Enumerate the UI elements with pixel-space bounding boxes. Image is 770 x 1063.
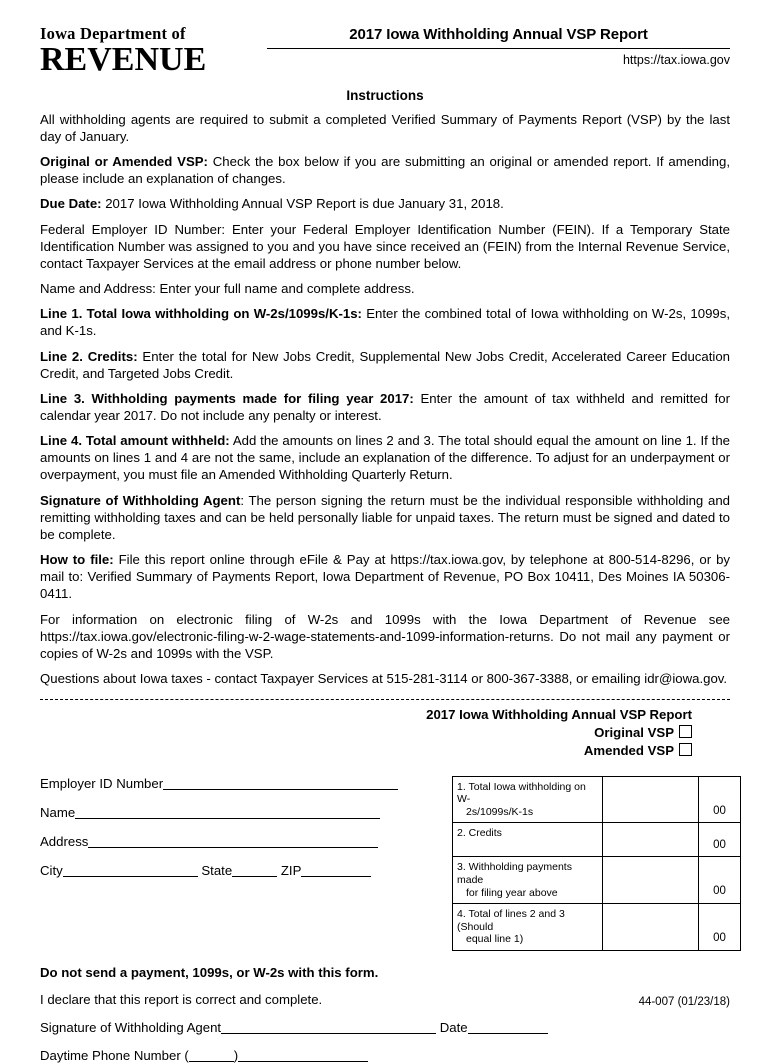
- state-label: State: [201, 862, 233, 878]
- amount-row-sublabel: 2s/1099s/K-1s: [466, 805, 534, 818]
- instruction-paragraph-lead: How to file:: [40, 552, 114, 568]
- original-vsp-checkbox[interactable]: [679, 725, 692, 738]
- phone-close-paren: ): [233, 1047, 239, 1063]
- form-address-fields: [40, 776, 450, 951]
- amount-input-cell[interactable]: [603, 857, 699, 904]
- amounts-table: [452, 776, 741, 951]
- amount-cents-cell: 00: [699, 904, 741, 951]
- instructions-heading: Instructions: [346, 87, 424, 103]
- instruction-paragraph: Line 4. Total amount withheld: Add the amounts on lines 2 and 3. The total should equal the amount on line 1. If the amounts on lines 1 and 4 are not the same, include an explanation of the difference. To adjust for an underpayment or overpayment, you must file an Amended Withholding Quarterly Return.: [40, 433, 730, 483]
- signature-row: [40, 1020, 730, 1035]
- instruction-paragraph-lead: Line 3. Withholding payments made for filing year 2017:: [40, 390, 414, 406]
- amount-input-cell[interactable]: [603, 904, 699, 951]
- instruction-paragraph-lead: Due Date:: [40, 196, 102, 212]
- zip-input[interactable]: [301, 864, 371, 877]
- phone-input[interactable]: [238, 1049, 368, 1062]
- form-heading-block: [40, 706, 730, 759]
- table-row: [453, 857, 741, 904]
- amount-cents-cell: 00: [699, 857, 741, 904]
- document-header: [0, 0, 770, 76]
- table-row: [453, 776, 741, 823]
- amount-cents-cell: 00: [699, 823, 741, 857]
- agency-url: https://tax.iowa.gov: [622, 53, 730, 67]
- instruction-paragraph: Questions about Iowa taxes - contact Taxpayer Services at 515-281-3114 or 800-367-3388, or emailing idr@iowa.gov.: [40, 671, 728, 687]
- city-input[interactable]: [63, 864, 198, 877]
- amount-row-label: 2. Credits: [453, 823, 603, 857]
- amount-row-label: 4. Total of lines 2 and 3 (Should equal line 1): [453, 904, 603, 951]
- amount-row-sublabel: for filing year above: [466, 886, 558, 899]
- vsp-form: [0, 700, 770, 951]
- city-state-zip-row: [40, 863, 442, 878]
- zip-label: ZIP: [280, 862, 302, 878]
- amount-input-cell[interactable]: [603, 776, 699, 823]
- instruction-paragraph-lead: Signature of Withholding Agent: [40, 492, 241, 508]
- phone-area-input[interactable]: [189, 1049, 234, 1062]
- city-label: City: [40, 862, 63, 878]
- date-label: Date: [439, 1019, 468, 1035]
- state-input[interactable]: [232, 864, 277, 877]
- amount-row-label: 1. Total Iowa withholding on W- 2s/1099s/K-1s: [453, 776, 603, 823]
- amended-vsp-label: Amended VSP: [583, 742, 674, 758]
- instruction-paragraph-lead: Original or Amended VSP:: [40, 154, 208, 170]
- form-title: 2017 Iowa Withholding Annual VSP Report: [426, 707, 692, 723]
- amended-vsp-row: [40, 742, 692, 760]
- phone-label: Daytime Phone Number (: [40, 1047, 189, 1063]
- original-vsp-label: Original VSP: [594, 724, 674, 740]
- instructions-paragraphs: [40, 111, 730, 687]
- name-input[interactable]: [75, 806, 380, 819]
- name-row: [40, 805, 442, 820]
- agency-logo: [40, 26, 255, 76]
- employer-id-row: [40, 776, 442, 791]
- amount-cents-cell: 00: [699, 776, 741, 823]
- form-code: 44-007 (01/23/18): [638, 996, 730, 1008]
- phone-row: [40, 1048, 730, 1063]
- name-label: Name: [40, 804, 76, 820]
- page-title: 2017 Iowa Withholding Annual VSP Report: [349, 26, 648, 43]
- employer-id-input[interactable]: [163, 777, 398, 790]
- instruction-paragraph-lead: Line 2. Credits:: [40, 348, 138, 364]
- instruction-paragraph: All withholding agents are required to submit a completed Verified Summary of Payments Report (VSP) by the last day of January.: [40, 111, 730, 144]
- instruction-paragraph: Original or Amended VSP: Check the box below if you are submitting an original or amended report. If amending, please include an explanation of changes.: [40, 154, 730, 187]
- no-payment-notice: Do not send a payment, 1099s, or W-2s with this form.: [40, 964, 379, 980]
- instruction-paragraph-lead: Line 4. Total amount withheld:: [40, 433, 230, 449]
- instruction-paragraph: Name and Address: Enter your full name and complete address.: [40, 281, 415, 297]
- amount-row-label: 3. Withholding payments made for filing year above: [453, 857, 603, 904]
- form-amounts-table-wrap: [450, 776, 741, 951]
- instruction-paragraph: Federal Employer ID Number: Enter your Federal Employer Identification Number (FEIN). If a Temporary State Identification Number was assigned to you and you have since received an (FEIN) from the Internal Revenue Service, contact Taxpayer Services at the email address or phone number below.: [40, 221, 730, 271]
- header-title-block: [255, 26, 730, 67]
- date-input[interactable]: [468, 1021, 548, 1034]
- signature-label: Signature of Withholding Agent: [40, 1019, 222, 1035]
- instruction-paragraph: Signature of Withholding Agent: The person signing the return must be the individual responsible withholding and remitting withholding taxes and can be held personally liable for unpaid taxes. The return must be signed and dated to be complete.: [40, 492, 730, 542]
- amended-vsp-checkbox[interactable]: [679, 743, 692, 756]
- instruction-paragraph-lead: Line 1. Total Iowa withholding on W-2s/1099s/K-1s:: [40, 306, 362, 322]
- instructions-section: [0, 76, 770, 687]
- declaration-text: I declare that this report is correct and complete.: [40, 991, 323, 1007]
- amount-row-sublabel: equal line 1): [466, 933, 524, 946]
- original-vsp-row: [40, 724, 692, 742]
- employer-id-label: Employer ID Number: [40, 775, 164, 791]
- amount-input-cell[interactable]: [603, 823, 699, 857]
- instruction-paragraph: Due Date: 2017 Iowa Withholding Annual VSP Report is due January 31, 2018.: [40, 196, 504, 212]
- address-label: Address: [40, 833, 89, 849]
- address-row: [40, 834, 442, 849]
- instruction-paragraph: Line 2. Credits: Enter the total for New Jobs Credit, Supplemental New Jobs Credit, Accelerated Career Education Credit, and Targeted Jobs Credit.: [40, 348, 730, 381]
- form-body: [40, 776, 730, 951]
- address-input[interactable]: [88, 835, 378, 848]
- instruction-paragraph: How to file: File this report online through eFile & Pay at https://tax.iowa.gov, by telephone at 800-514-8296, or by mail to: Verified Summary of Payments Report, Iowa Department of Revenue, PO Box 10411, Des Moines IA 50306-0411.: [40, 552, 730, 602]
- table-row: [453, 904, 741, 951]
- signature-input[interactable]: [221, 1021, 436, 1034]
- instruction-paragraph: Line 1. Total Iowa withholding on W-2s/1099s/K-1s: Enter the combined total of Iowa withholding on W-2s, 1099s, and K-1s.: [40, 306, 730, 339]
- instruction-paragraph: For information on electronic filing of W-2s and 1099s with the Iowa Department of Revenue see https://tax.iowa.gov/electronic-filing-w-2-wage-statements-and-1099-information-returns. Do not mail any payment or copies of W-2s and 1099s with the VSP.: [40, 611, 730, 661]
- instruction-paragraph: Line 3. Withholding payments made for filing year 2017: Enter the amount of tax withheld and remitted for calendar year 2017. Do not include any penalty or interest.: [40, 390, 730, 423]
- logo-line-department: Iowa Department of: [40, 24, 186, 43]
- table-row: [453, 823, 741, 857]
- logo-line-revenue: REVENUE: [40, 40, 207, 78]
